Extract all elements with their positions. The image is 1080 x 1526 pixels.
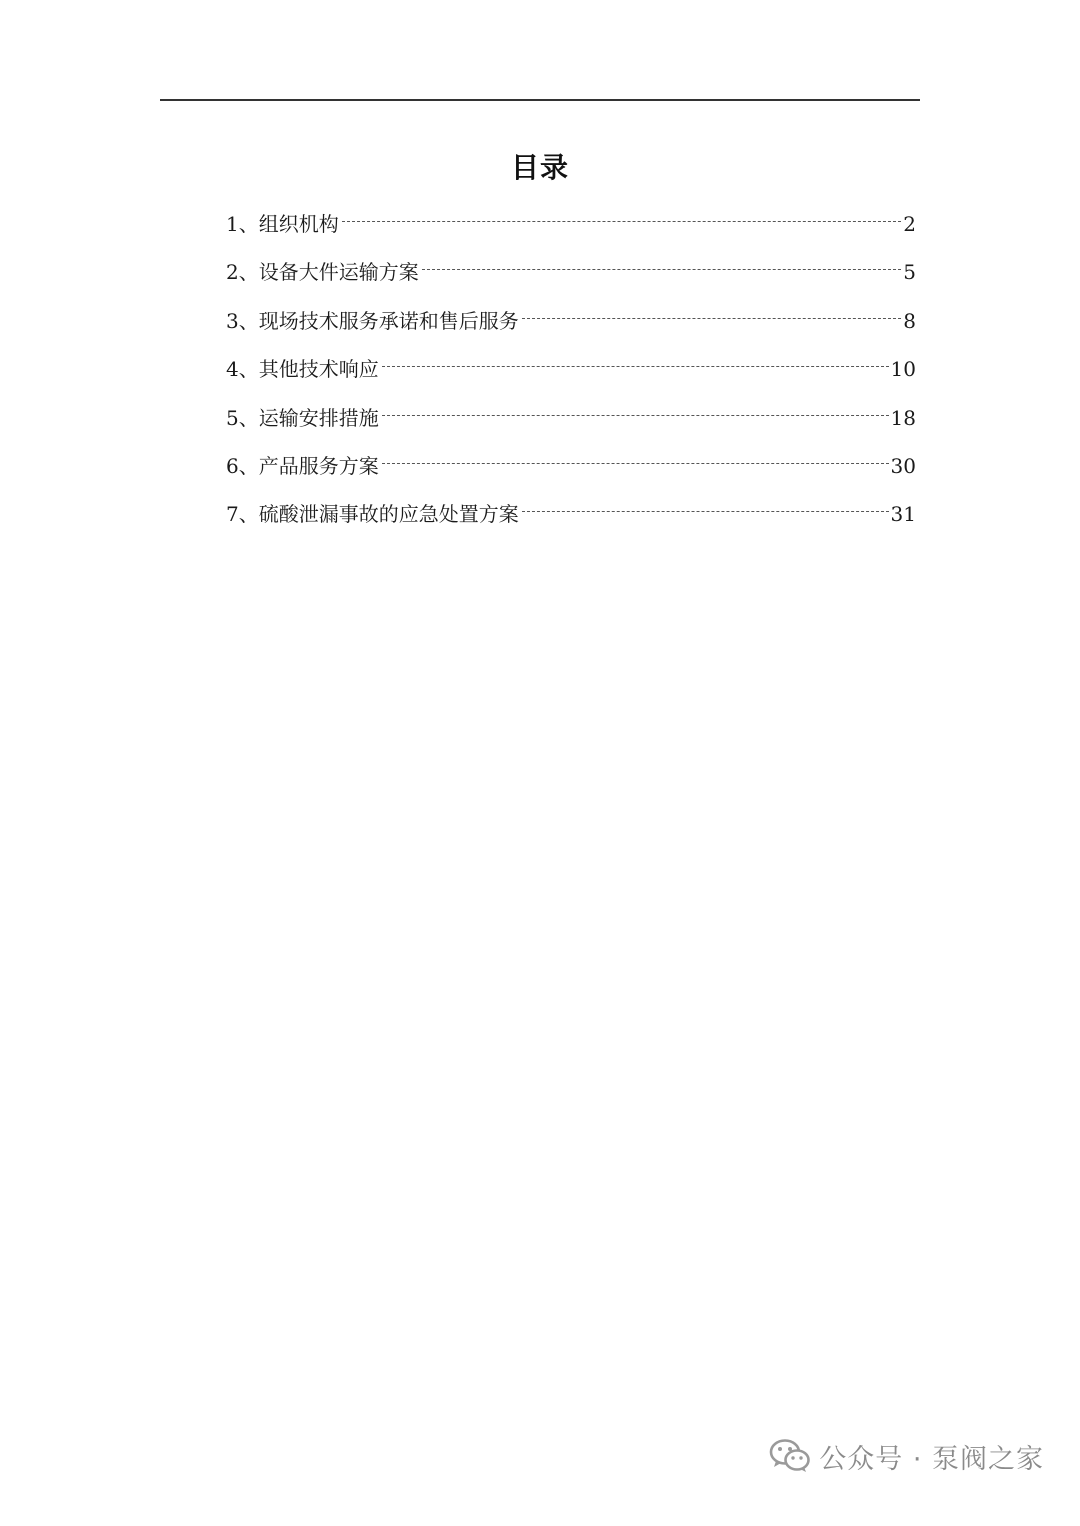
toc-entry-label: 其他技术响应 [258, 357, 379, 382]
toc-entry-3[interactable] [226, 303, 916, 351]
toc-entry-label: 硫酸泄漏事故的应急处置方案 [258, 502, 519, 527]
watermark-text: 公众号 · 泵阀之家 [819, 1443, 1044, 1475]
toc-entry-page: 31 [890, 502, 916, 527]
toc-leader-dashes [522, 511, 889, 512]
toc-entry-page: 10 [890, 357, 916, 382]
toc-entry-1[interactable] [226, 206, 916, 254]
toc-leader-dashes [522, 318, 902, 319]
toc-entry-5[interactable] [226, 400, 916, 448]
toc-entry-7[interactable] [226, 496, 916, 544]
toc-leader-dashes [342, 221, 902, 222]
toc-entry-page: 8 [903, 308, 916, 333]
wechat-icon [769, 1438, 811, 1474]
toc-leader-dashes [382, 463, 889, 464]
toc-entry-2[interactable] [226, 254, 916, 302]
toc-leader-dashes [382, 415, 889, 416]
toc-entry-number: 1、 [226, 212, 259, 236]
toc-title: 目录 [510, 151, 569, 184]
watermark [769, 1436, 1044, 1476]
toc-entry-number: 4、 [226, 357, 259, 382]
toc-entry-page: 18 [890, 405, 916, 430]
toc-entry-page: 30 [890, 453, 916, 478]
toc-leader-dashes [382, 366, 889, 367]
toc-entry-number: 7、 [226, 502, 259, 527]
toc-entry-number: 5、 [226, 405, 259, 430]
toc-entry-label: 组织机构 [258, 212, 339, 236]
toc-entry-page: 5 [903, 260, 916, 285]
toc-entry-number: 6、 [226, 453, 259, 478]
toc-entry-page: 2 [903, 212, 916, 236]
toc-leader-dashes [422, 269, 902, 270]
toc-entry-label: 产品服务方案 [258, 453, 379, 478]
toc-entry-number: 3、 [226, 308, 259, 333]
header-rule [160, 99, 920, 101]
toc-entry-number: 2、 [226, 260, 259, 285]
toc-entry-label: 运输安排措施 [258, 405, 379, 430]
toc-entry-label: 现场技术服务承诺和售后服务 [258, 308, 519, 333]
toc-entry-label: 设备大件运输方案 [258, 260, 419, 285]
toc-entry-6[interactable] [226, 448, 916, 496]
toc-list [226, 206, 916, 545]
toc-entry-4[interactable] [226, 351, 916, 399]
